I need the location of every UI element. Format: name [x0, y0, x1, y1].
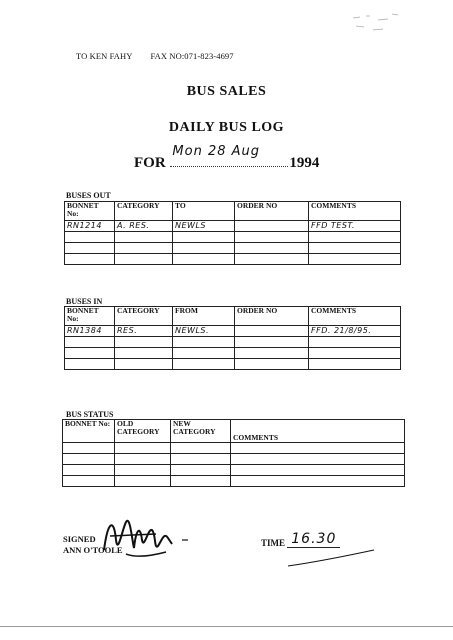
date-year: 1994: [289, 155, 320, 171]
cell: [65, 359, 115, 370]
cell: [235, 232, 309, 243]
header-from: FROM: [173, 307, 235, 326]
table-row: [63, 476, 405, 487]
fax-header: [76, 51, 234, 61]
header-bonnet: BONNET No:: [65, 202, 115, 221]
cell: [115, 476, 171, 487]
buses-out-label: BUSES OUT: [66, 191, 111, 200]
cell: [115, 454, 171, 465]
buses-in-label: BUSES IN: [66, 297, 103, 306]
table-header-row: [65, 307, 401, 326]
bus-status-table: [62, 419, 405, 487]
fax-number: FAX NO:071-823-4697: [150, 51, 234, 61]
cell: [63, 443, 115, 454]
cell: [171, 476, 231, 487]
date-line: [134, 144, 320, 172]
table-row: [63, 465, 405, 476]
cell: [115, 443, 171, 454]
header-category: CATEGORY: [115, 202, 173, 221]
cell: [171, 454, 231, 465]
header-comments: COMMENTS: [309, 307, 401, 326]
date-prefix: FOR: [134, 155, 166, 171]
table-row: [65, 337, 401, 348]
cell: [235, 254, 309, 265]
fax-recipient: TO KEN FAHY: [76, 51, 133, 61]
cell: [115, 348, 173, 359]
cell-comments: FFD TEST.: [309, 221, 401, 232]
cell: [235, 243, 309, 254]
cell: [65, 254, 115, 265]
cell: [115, 254, 173, 265]
cell: [173, 359, 235, 370]
cell: [115, 337, 173, 348]
page-subtitle: DAILY BUS LOG: [168, 120, 285, 135]
cell-category: RES.: [115, 326, 173, 337]
cell: [173, 348, 235, 359]
cell: [173, 243, 235, 254]
handwritten-date: Mon 28 Aug: [172, 144, 261, 159]
cell: [171, 443, 231, 454]
cell-bonnet: RN1214: [65, 221, 115, 232]
table-row: [65, 221, 401, 232]
table-row: [65, 348, 401, 359]
time-underline-flourish: [286, 548, 376, 570]
cell: [65, 337, 115, 348]
buses-out-table: [64, 201, 401, 265]
cell: [309, 359, 401, 370]
header-to: TO: [173, 202, 235, 221]
cell-order-no: [235, 326, 309, 337]
cell: [309, 348, 401, 359]
cell: [63, 454, 115, 465]
header-bonnet: BONNET No:: [65, 307, 115, 326]
table-row: [63, 454, 405, 465]
cell: [65, 348, 115, 359]
cell: [115, 243, 173, 254]
table-row: [65, 232, 401, 243]
header-category: CATEGORY: [115, 307, 173, 326]
time-value: 16.30: [287, 531, 340, 548]
header-old-category: OLD CATEGORY: [115, 420, 171, 443]
table-row: [65, 359, 401, 370]
table-row: [65, 243, 401, 254]
cell: [309, 254, 401, 265]
cell: [65, 232, 115, 243]
cell-order-no: [235, 221, 309, 232]
table-row: [65, 254, 401, 265]
cell-to: NEWLS: [173, 221, 235, 232]
cell: [173, 337, 235, 348]
cell: [231, 465, 405, 476]
header-order-no: ORDER NO: [235, 202, 309, 221]
time-label: TIME: [261, 538, 286, 548]
signed-label: SIGNED: [63, 534, 96, 544]
cell: [309, 243, 401, 254]
page-bottom-rule: [0, 626, 453, 627]
table-row: [65, 326, 401, 337]
cell: [231, 476, 405, 487]
cell: [173, 232, 235, 243]
header-comments: COMMENTS: [231, 420, 405, 443]
cell-category: A. RES.: [115, 221, 173, 232]
cell: [173, 254, 235, 265]
date-field: [170, 144, 288, 167]
buses-in-table: [64, 306, 401, 370]
cell: [171, 465, 231, 476]
cell: [65, 243, 115, 254]
bus-status-label: BUS STATUS: [66, 410, 114, 419]
cell: [235, 337, 309, 348]
cell: [235, 348, 309, 359]
page-title: BUS SALES: [186, 84, 267, 99]
header-comments: COMMENTS: [309, 202, 401, 221]
cell: [115, 359, 173, 370]
table-header-row: [63, 420, 405, 443]
header-new-category: NEW CATEGORY: [171, 420, 231, 443]
cell: [231, 443, 405, 454]
table-row: [63, 443, 405, 454]
cell: [63, 476, 115, 487]
cell-from: NEWLS.: [173, 326, 235, 337]
cell: [231, 454, 405, 465]
cell: [235, 359, 309, 370]
header-bonnet: BONNET No:: [63, 420, 115, 443]
corner-scribble-mark: [348, 8, 408, 38]
cell-bonnet: RN1384: [65, 326, 115, 337]
cell: [115, 232, 173, 243]
signer-name: ANN O'TOOLE: [63, 545, 123, 555]
cell: [309, 232, 401, 243]
table-header-row: [65, 202, 401, 221]
cell-comments: FFD. 21/8/95.: [309, 326, 401, 337]
cell: [115, 465, 171, 476]
signed-block: [63, 534, 123, 556]
cell: [63, 465, 115, 476]
header-order-no: ORDER NO: [235, 307, 309, 326]
cell: [309, 337, 401, 348]
